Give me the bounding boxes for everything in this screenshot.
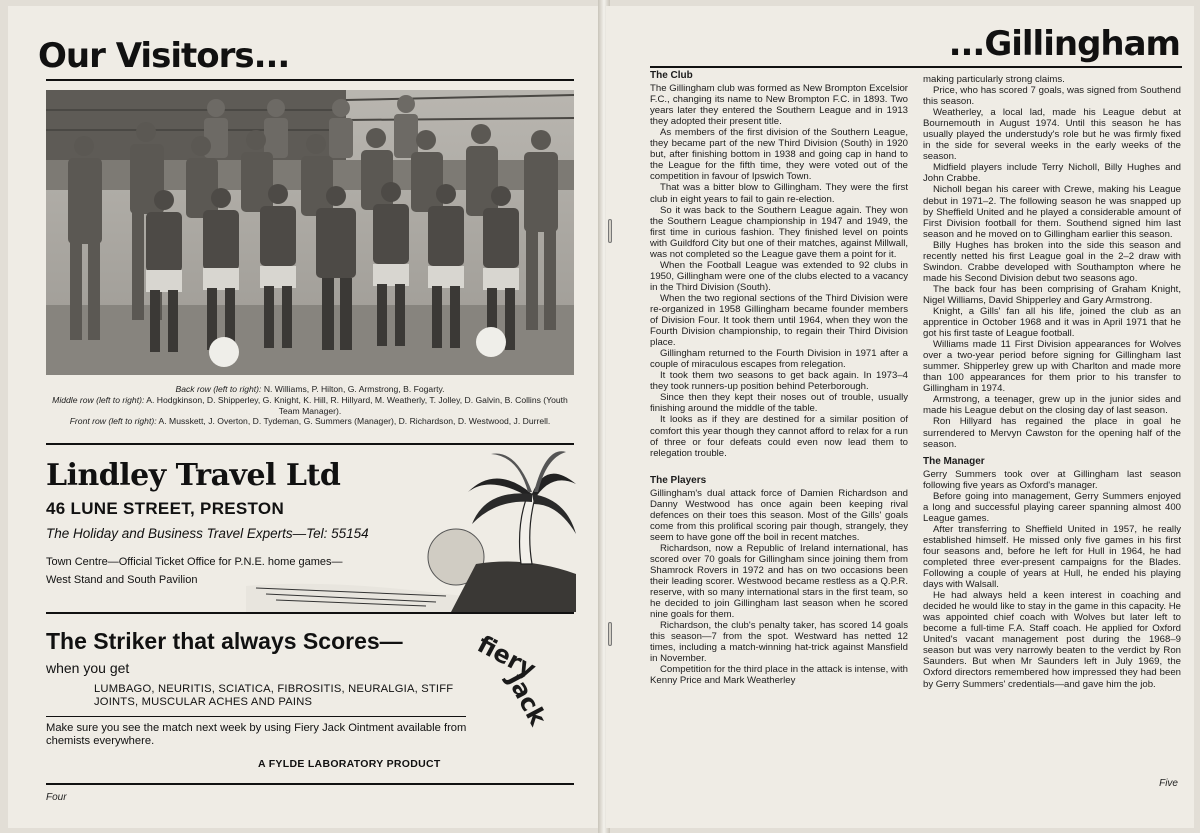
club-paragraph: The Gillingham club was formed as New Brompton Excelsior F.C., changing its name to New Brompton F.C. in 1893. Two years later they entered the Southern League and in 1913 they adopted their present title. <box>650 83 908 128</box>
team-photo <box>46 90 574 375</box>
caption-front-label: Front row (left to right): <box>69 416 157 427</box>
players-paragraph: Billy Hughes has broken into the side this season and recently netted his first League goal in the 2–2 draw with Swindon. Crabbe developed with Southampton where he made his Second Division debut two seasons ago. <box>923 239 1181 284</box>
page-title-gillingham: ...Gillingham <box>948 24 1180 64</box>
players-paragraph: Midfield players include Terry Nicholl, Billy Hughes and John Crabbe. <box>923 162 1181 185</box>
club-paragraph: As members of the first division of the Southern League, they became part of the new Third Division (South) in 1920 but, after finishing bottom in 1938 and going cap in hand to the League for the fifth time, they were voted out of the competition in favour of Ipswich Town. <box>650 127 908 183</box>
manager-paragraph: After transferring to Sheffield United in 1957, he really established himself. He missed only five games in his first four seasons and, before he left for Hull in 1964, he had completed three ever-present campaigns for the Blades. Following a couple of years at Hull, he ended his playing days with Walsall. <box>923 523 1181 591</box>
text-column-left <box>650 70 908 687</box>
page-number-right: Five <box>1159 778 1178 789</box>
caption-front-names: A. Musskett, J. Overton, D. Tydeman, G. Summers (Manager), D. Richardson, D. Westwood, J. Durrell. <box>158 416 551 427</box>
players-paragraph: Knight, a Gills' fan all his life, joined the club as an apprentice in October 1968 and it was in April 1971 that he got his first taste of League football. <box>923 305 1181 340</box>
fiery-jack-sub: when you get <box>46 660 130 676</box>
caption-back-label: Back row (left to right): <box>175 384 262 394</box>
club-paragraph: So it was back to the Southern League again. They won the Southern League championship in 1947 and 1949, the first time in curious fashion. They finished level on points with Guildford City but one of their matches, against Millwall, was not completed so the League gave them a point for it. <box>650 204 908 260</box>
photo-caption <box>46 384 574 427</box>
caption-front-row <box>46 416 574 427</box>
fiery-jack-note: Make sure you see the match next week by using Fiery Jack Ointment available from chemists everywhere. <box>46 722 467 748</box>
club-heading: The Club <box>650 70 693 81</box>
manager-paragraph: Gerry Summers took over at Gillingham last season following five years as Oxford's manager. <box>923 468 1181 491</box>
fiery-jack-logo <box>472 626 586 736</box>
players-paragraph: Richardson, the club's penalty taker, has scored 14 goals this season—7 from the spot. Westward has netted 12 times, including a match-winning hat-trick against Mansfield in November. <box>650 620 908 665</box>
fiery-jack-headline: The Striker that always Scores— <box>46 628 403 654</box>
lindley-address: 46 LUNE STREET, PRESTON <box>46 499 285 518</box>
manager-heading: The Manager <box>923 455 985 467</box>
right-title-rule <box>650 66 1182 68</box>
palm-tree-illustration <box>246 444 576 612</box>
text-column-right <box>923 74 1181 690</box>
fiery-jack-inner-rule <box>46 716 466 717</box>
caption-middle-names: A. Hodgkinson, D. Shipperley, G. Knight, K. Hill, R. Hillyard, M. Weatherly, T. Jolley, D. Galvin, B. Collins (Youth Team Manager). <box>146 394 568 416</box>
players-paragraph: Ron Hillyard has regained the place in goal he surrendered to Mervyn Cawston for the opening half of the season. <box>923 416 1181 450</box>
club-paragraph: Gillingham returned to the Fourth Division in 1971 after a couple of miraculous escapes from relegation. <box>650 348 908 371</box>
players-paragraph: Competition for the third place in the attack is intense, with Kenny Price and Mark Weatherley <box>650 664 908 687</box>
caption-back-row <box>46 384 574 395</box>
players-paragraph: Weatherley, a local lad, made his League debut at Bournemouth in August 1974. Until this season he has usually played the understudy's role but he was firmly fixed in the side for several weeks in the early weeks of the season. <box>923 107 1181 163</box>
title-rule <box>46 79 574 81</box>
club-paragraph: It took them two seasons to get back again. In 1973–4 they took runners-up position behind Peterborough. <box>650 370 908 393</box>
players-heading: The Players <box>650 474 707 486</box>
manager-paragraph: Before going into management, Gerry Summers enjoyed a long and successful playing career spanning almost 400 League games. <box>923 490 1181 524</box>
staple-bottom <box>608 622 612 646</box>
fiery-jack-logo-word-1: fiery <box>472 630 541 684</box>
lindley-line-1: Town Centre—Official Ticket Office for P.N.E. home games— <box>46 556 343 568</box>
players-paragraph: Armstrong, a teenager, grew up in the junior sides and made his League debut on the closing day of last season. <box>923 394 1181 417</box>
players-paragraph: Price, who has scored 7 goals, was signed from Southend this season. <box>923 85 1181 108</box>
caption-middle-row <box>46 395 574 417</box>
club-paragraph: When the Football League was extended to 92 clubs in 1950, Gillingham were one of the clubs elected to a vacancy in the Third Division (South). <box>650 259 908 293</box>
club-paragraph: That was a bitter blow to Gillingham. They were the first club in eight years to fail to gain re-election. <box>650 182 908 205</box>
lindley-tagline: The Holiday and Business Travel Experts—Tel: 55154 <box>46 526 369 541</box>
right-page <box>606 6 1194 828</box>
players-paragraph: Nicholl began his career with Crewe, making his League debut in 1971–2. The following season he was snapped up by Sheffield United and he played a considerable amount of First Division football for them. Southend signed him last season and he moved on to Gillingham earlier this season. <box>923 184 1181 240</box>
club-paragraph: When the two regional sections of the Third Division were re-organized in 1958 Gillingham became founder members of Division Four. It took them until 1964, when they won the Fourth Division championship, to regain their Third Division place. <box>650 292 908 349</box>
lindley-travel-name: Lindley Travel Ltd <box>46 458 341 493</box>
ad-rule-middle <box>46 612 574 614</box>
page-number-left: Four <box>46 792 67 803</box>
lindley-line-2: West Stand and South Pavilion <box>46 574 198 586</box>
players-paragraph: The back four has been comprising of Graham Knight, Nigel Williams, David Shipperley and Gary Armstrong. <box>923 283 1181 306</box>
fiery-jack-ailments: LUMBAGO, NEURITIS, SCIATICA, FIBROSITIS, NEURALGIA, STIFF JOINTS, MUSCULAR ACHES AND PAINS <box>94 683 454 708</box>
left-page <box>8 6 600 828</box>
fylde-laboratory: A FYLDE LABORATORY PRODUCT <box>258 758 441 770</box>
players-paragraph: Richardson, now a Republic of Ireland international, has scored over 70 goals for Gillingham since joining them from Shamrock Rovers in 1972 and has on two occasions been their leading scorer. Westwood became restless as a Q.P.R. reserve, with so many international stars in the first team, so he decided to join Gillingham last season when he scored nine goals for them. <box>650 542 908 621</box>
manager-paragraph: He had always held a keen interest in coaching and decided he would like to stay in the game in this capacity. He was appointed chief coach with Wolves but later left to become a full-time F.A. Staff coach. He applied for Oxford United's vacant management post during the 1968–9 season but was very narrowly beaten to the verdict by Ron Saunders. But when Mr Saunders left in July 1969, the Oxford directors remembered how impressed they had been by Gerry Summers' credentials—and gave him the job. <box>923 590 1181 690</box>
players-paragraph: making particularly strong claims. <box>923 74 1065 85</box>
players-paragraph: Williams made 11 First Division appearances for Wolves over a two-year period before signing for Gillingham last summer. Shipperley grew up with Charlton and made more than 100 appearances for them prior to his transfer to Gillingham in 1974. <box>923 339 1181 395</box>
club-paragraph: Since then they kept their noses out of trouble, usually finishing around the middle of the table. <box>650 392 908 415</box>
staple-top <box>608 219 612 243</box>
players-paragraph: Gillingham's dual attack force of Damien Richardson and Danny Westwood has once again been keeping rival defences on their toes this season. Most of the Gills' goals come from this prolifical scoring pair though, strangely, they seem to have gone off the boil in recent matches. <box>650 487 908 543</box>
caption-back-names: N. Williams, P. Hilton, G. Armstrong, B. Fogarty. <box>263 384 445 394</box>
club-paragraph: It looks as if they are destined for a similar position of comfort this year though they cannot afford to relax for a run of three or four defeats could even now lead them to relegation trouble. <box>650 414 908 459</box>
caption-middle-label: Middle row (left to right): <box>52 394 145 405</box>
page-title-our-visitors: Our Visitors... <box>38 36 290 76</box>
team-photo-illustration <box>46 90 574 375</box>
fiery-jack-logo-word-2: Jack <box>501 668 552 730</box>
ad-rule-bottom <box>46 783 574 785</box>
